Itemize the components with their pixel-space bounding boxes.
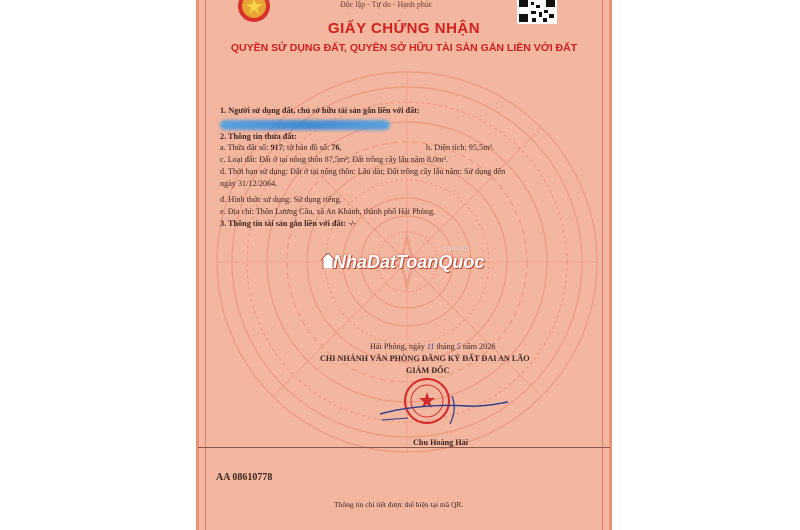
certificate-title: GIẤY CHỨNG NHẬN [327,20,481,37]
parcel-info-line: a. Thửa đất số: 917; tờ bản đồ số: 76, [220,143,342,152]
issuing-office: CHI NHÁNH VĂN PHÒNG ĐĂNG KÝ ĐẤT ĐAI AN LÃO [320,354,530,363]
certificate-subtitle: QUYỀN SỬ DỤNG ĐẤT, QUYỀN SỞ HỮU TÀI SẢN GẮN LIỀN VỚI ĐẤT [230,42,578,54]
motto: Độc lập - Tự do - Hạnh phúc [340,0,433,9]
area-line: b. Diện tích: 95,5m². [426,143,494,152]
serial-number: AA 08610778 [216,472,273,483]
parcel-number: 917 [270,143,283,152]
address-line: e. Địa chỉ: Thôn Lương Câu, xã An Khánh, thành phố Hải Phòng. [220,207,436,216]
watermark-logo [333,244,485,273]
land-type-line: c. Loại đất: Đất ở tại nông thôn 87,5m²; Đất trồng cây lâu năm 8,0m². [220,155,448,164]
signature-mark [372,392,512,428]
bottom-rule [198,447,610,448]
year-suffix: năm 2026 [460,342,496,351]
footer-note: Thông tin chi tiết được thể hiện tại mã QR. [334,500,464,509]
watermark-brand: NhaDatToanQuoc [333,252,485,272]
month-prefix: tháng [434,342,457,351]
signing-date [370,342,495,351]
signing-day: 11 [426,342,435,351]
redacted-owner-name [220,120,390,130]
signer-role: GIÁM ĐỐC [406,366,450,375]
date-prefix: Hải Phòng, ngày [370,342,427,351]
map-number: 76 [331,143,340,152]
signing-month: 5 [456,342,461,351]
section1-heading: 1. Người sử dụng đất, chủ sở hữu tài sản gắn liền với đất: [220,106,420,115]
parcel-prefix: a. Thửa đất số: [220,143,271,152]
map-prefix: ; tờ bản đồ số: [282,143,332,152]
house-icon [321,253,335,269]
term-line-2: ngày 31/12/2064. [220,179,278,188]
term-line-1: d. Thời hạn sử dụng: Đất ở tại nông thôn: Lâu dài; Đất trồng cây lâu năm: Sử dụng đến [220,167,506,176]
use-form-line: đ. Hình thức sử dụng: Sử dụng riêng. [220,195,342,204]
watermark-domain: .com.vn [441,244,470,253]
section3-heading: 3. Thông tin tài sản gắn liền với đất: -/- [220,219,356,228]
section2-heading: 2. Thông tin thửa đất: [220,132,297,141]
signer-name: Chu Hoàng Hải [413,438,469,447]
